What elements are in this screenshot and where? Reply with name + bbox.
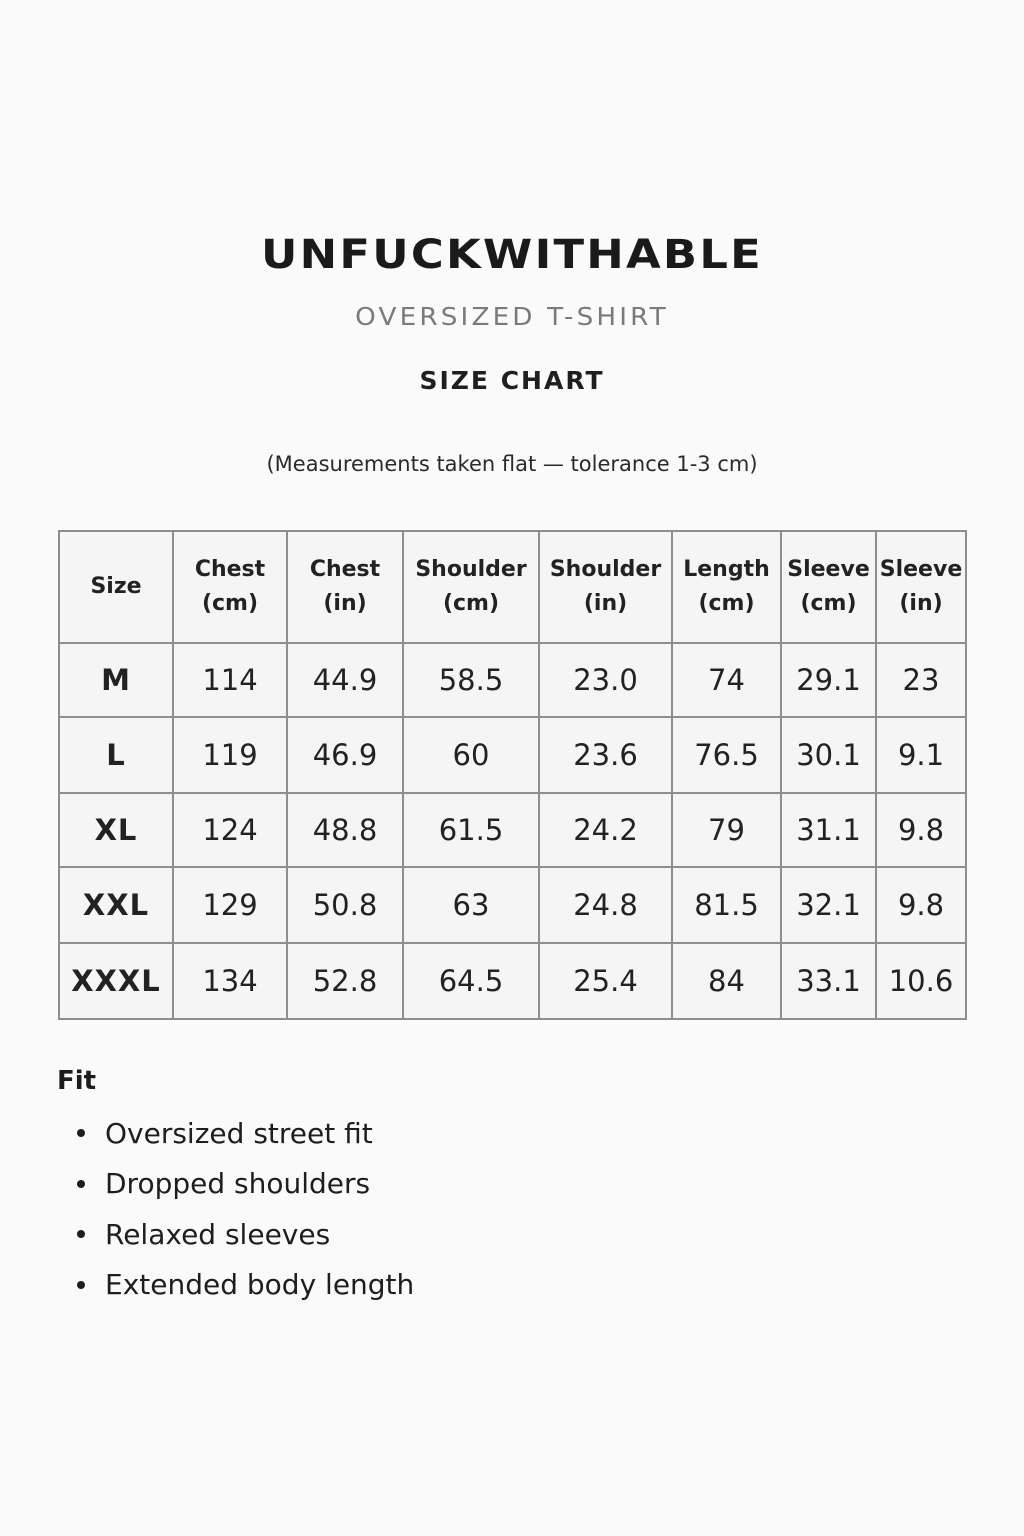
table-row-xxxl xyxy=(59,943,966,1019)
column-header-shoulder-cm: Shoulder (cm) xyxy=(403,531,539,643)
sleeve-in-cell: 9.8 xyxy=(876,793,966,867)
table-header-row xyxy=(59,531,966,643)
chest-in-cell: 44.9 xyxy=(287,643,403,717)
sleeve-in-cell: 9.1 xyxy=(876,717,966,793)
size-chart-title: SIZE CHART xyxy=(419,366,605,395)
chest-in-cell: 50.8 xyxy=(287,867,403,943)
chest-in-cell: 46.9 xyxy=(287,717,403,793)
list-item: Oversized street fit xyxy=(57,1108,414,1159)
column-header-size: Size xyxy=(59,531,173,643)
fit-section xyxy=(57,1066,414,1310)
sleeve-cm-cell: 29.1 xyxy=(781,643,876,717)
chest-cm-cell: 114 xyxy=(173,643,287,717)
column-header-chest-in: Chest (in) xyxy=(287,531,403,643)
brand-title: UNFUCKWITHABLE xyxy=(261,232,763,278)
chest-cm-cell: 134 xyxy=(173,943,287,1019)
sleeve-cm-cell: 30.1 xyxy=(781,717,876,793)
length-cm-cell: 84 xyxy=(672,943,781,1019)
shoulder-in-cell: 23.6 xyxy=(539,717,672,793)
size-label: L xyxy=(59,717,173,793)
size-label: XXXL xyxy=(59,943,173,1019)
table-row-m xyxy=(59,643,966,717)
bullet-icon xyxy=(77,1180,85,1188)
column-header-sleeve-in: Sleeve (in) xyxy=(876,531,966,643)
length-cm-cell: 74 xyxy=(672,643,781,717)
shoulder-in-cell: 24.2 xyxy=(539,793,672,867)
sleeve-in-cell: 9.8 xyxy=(876,867,966,943)
shoulder-in-cell: 23.0 xyxy=(539,643,672,717)
shoulder-cm-cell: 60 xyxy=(403,717,539,793)
chest-cm-cell: 124 xyxy=(173,793,287,867)
size-table xyxy=(58,530,967,1020)
measurement-note: (Measurements taken flat — tolerance 1-3 cm) xyxy=(266,452,758,476)
chest-cm-cell: 119 xyxy=(173,717,287,793)
fit-heading: Fit xyxy=(57,1066,97,1096)
table-row-l xyxy=(59,717,966,793)
bullet-icon xyxy=(77,1281,85,1289)
shoulder-cm-cell: 64.5 xyxy=(403,943,539,1019)
list-item: Extended body length xyxy=(57,1260,414,1311)
length-cm-cell: 79 xyxy=(672,793,781,867)
table-row-xxl xyxy=(59,867,966,943)
chest-in-cell: 48.8 xyxy=(287,793,403,867)
bullet-icon xyxy=(77,1129,85,1137)
sleeve-in-cell: 10.6 xyxy=(876,943,966,1019)
shoulder-in-cell: 24.8 xyxy=(539,867,672,943)
size-label: XL xyxy=(59,793,173,867)
column-header-chest-cm: Chest (cm) xyxy=(173,531,287,643)
product-subtitle: OVERSIZED T-SHIRT xyxy=(355,302,669,331)
shoulder-in-cell: 25.4 xyxy=(539,943,672,1019)
sleeve-cm-cell: 31.1 xyxy=(781,793,876,867)
table-row-xl xyxy=(59,793,966,867)
list-item: Dropped shoulders xyxy=(57,1159,414,1210)
length-cm-cell: 81.5 xyxy=(672,867,781,943)
shoulder-cm-cell: 61.5 xyxy=(403,793,539,867)
chest-cm-cell: 129 xyxy=(173,867,287,943)
list-item: Relaxed sleeves xyxy=(57,1209,414,1260)
column-header-shoulder-in: Shoulder (in) xyxy=(539,531,672,643)
sleeve-cm-cell: 32.1 xyxy=(781,867,876,943)
size-label: M xyxy=(59,643,173,717)
shoulder-cm-cell: 58.5 xyxy=(403,643,539,717)
fit-list xyxy=(57,1108,414,1310)
size-label: XXL xyxy=(59,867,173,943)
column-header-sleeve-cm: Sleeve (cm) xyxy=(781,531,876,643)
shoulder-cm-cell: 63 xyxy=(403,867,539,943)
bullet-icon xyxy=(77,1230,85,1238)
sleeve-in-cell: 23 xyxy=(876,643,966,717)
column-header-length-cm: Length (cm) xyxy=(672,531,781,643)
chest-in-cell: 52.8 xyxy=(287,943,403,1019)
sleeve-cm-cell: 33.1 xyxy=(781,943,876,1019)
length-cm-cell: 76.5 xyxy=(672,717,781,793)
